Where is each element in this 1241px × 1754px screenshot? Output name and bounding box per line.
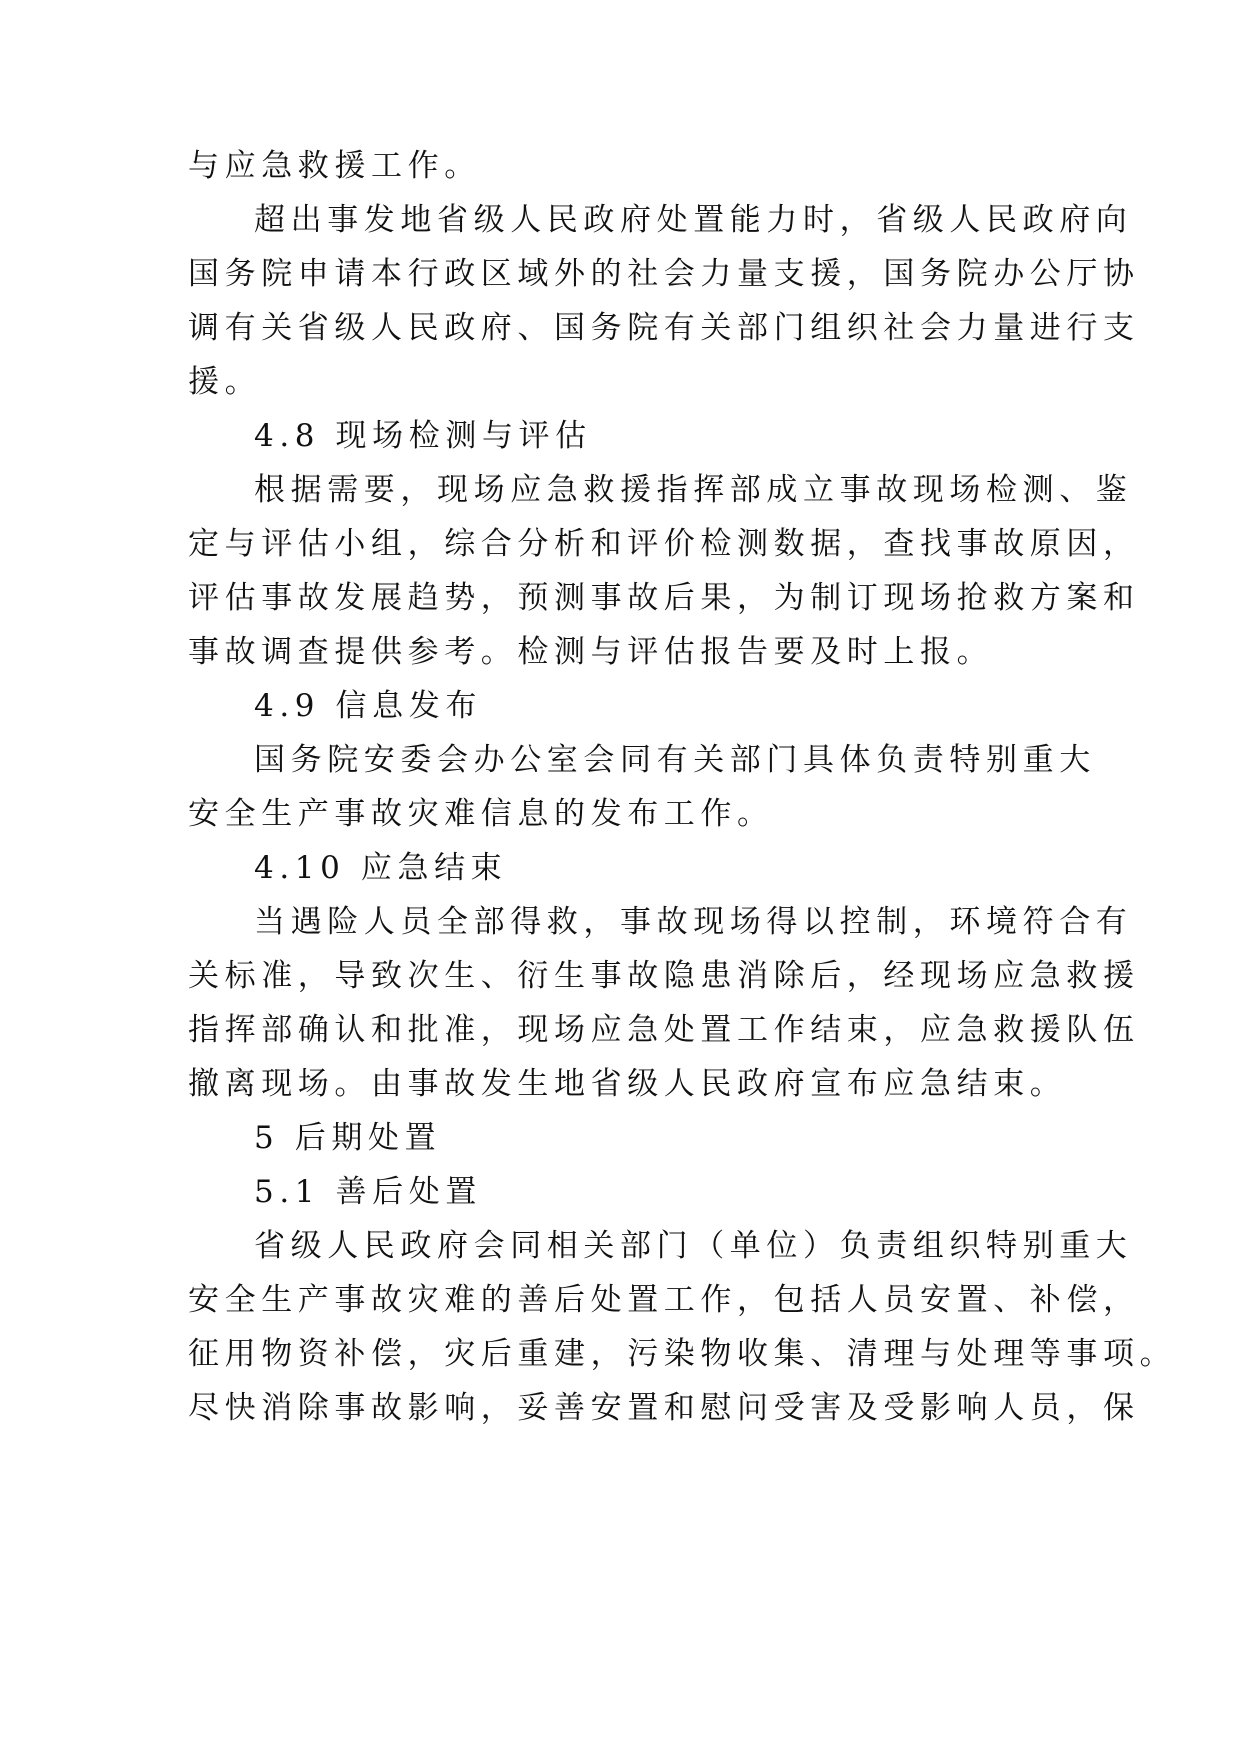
paragraph-line: 安全生产事故灾难信息的发布工作。 [188,796,774,832]
paragraph-line: 与应急救援工作。 [188,148,481,184]
paragraph-line: 调有关省级人民政府、国务院有关部门组织社会力量进行支 [188,310,1140,346]
paragraph-line: 定与评估小组，综合分析和评价检测数据，查找事故原因， [188,526,1140,562]
paragraph-line: 事故调查提供参考。检测与评估报告要及时上报。 [188,634,994,670]
section-heading-4-8: 4.8 现场检测与评估 [254,418,592,454]
paragraph-line: 援。 [188,364,262,400]
paragraph-line: 指挥部确认和批准，现场应急处置工作结束，应急救援队伍 [188,1012,1140,1048]
paragraph-line: 安全生产事故灾难的善后处置工作，包括人员安置、补偿， [188,1282,1140,1318]
paragraph-line: 当遇险人员全部得救，事故现场得以控制，环境符合有 [254,904,1133,940]
paragraph-line: 征用物资补偿，灾后重建，污染物收集、清理与处理等事项。 [188,1336,1177,1372]
section-heading-4-9: 4.9 信息发布 [254,688,482,724]
section-heading-4-10: 4.10 应急结束 [254,850,508,886]
paragraph-line: 撤离现场。由事故发生地省级人民政府宣布应急结束。 [188,1066,1067,1102]
paragraph-line: 评估事故发展趋势，预测事故后果，为制订现场抢救方案和 [188,580,1140,616]
section-heading-5-1: 5.1 善后处置 [254,1174,482,1210]
paragraph-line: 国务院申请本行政区域外的社会力量支援，国务院办公厅协 [188,256,1140,292]
section-heading-5: 5 后期处置 [254,1120,442,1156]
paragraph-line: 关标准，导致次生、衍生事故隐患消除后，经现场应急救援 [188,958,1140,994]
paragraph-line: 超出事发地省级人民政府处置能力时，省级人民政府向 [254,202,1133,238]
paragraph-line: 省级人民政府会同相关部门（单位）负责组织特别重大 [254,1228,1133,1264]
paragraph-line: 国务院安委会办公室会同有关部门具体负责特别重大 [254,742,1096,778]
paragraph-line: 尽快消除事故影响，妥善安置和慰问受害及受影响人员，保 [188,1390,1140,1426]
paragraph-line: 根据需要，现场应急救援指挥部成立事故现场检测、鉴 [254,472,1133,508]
